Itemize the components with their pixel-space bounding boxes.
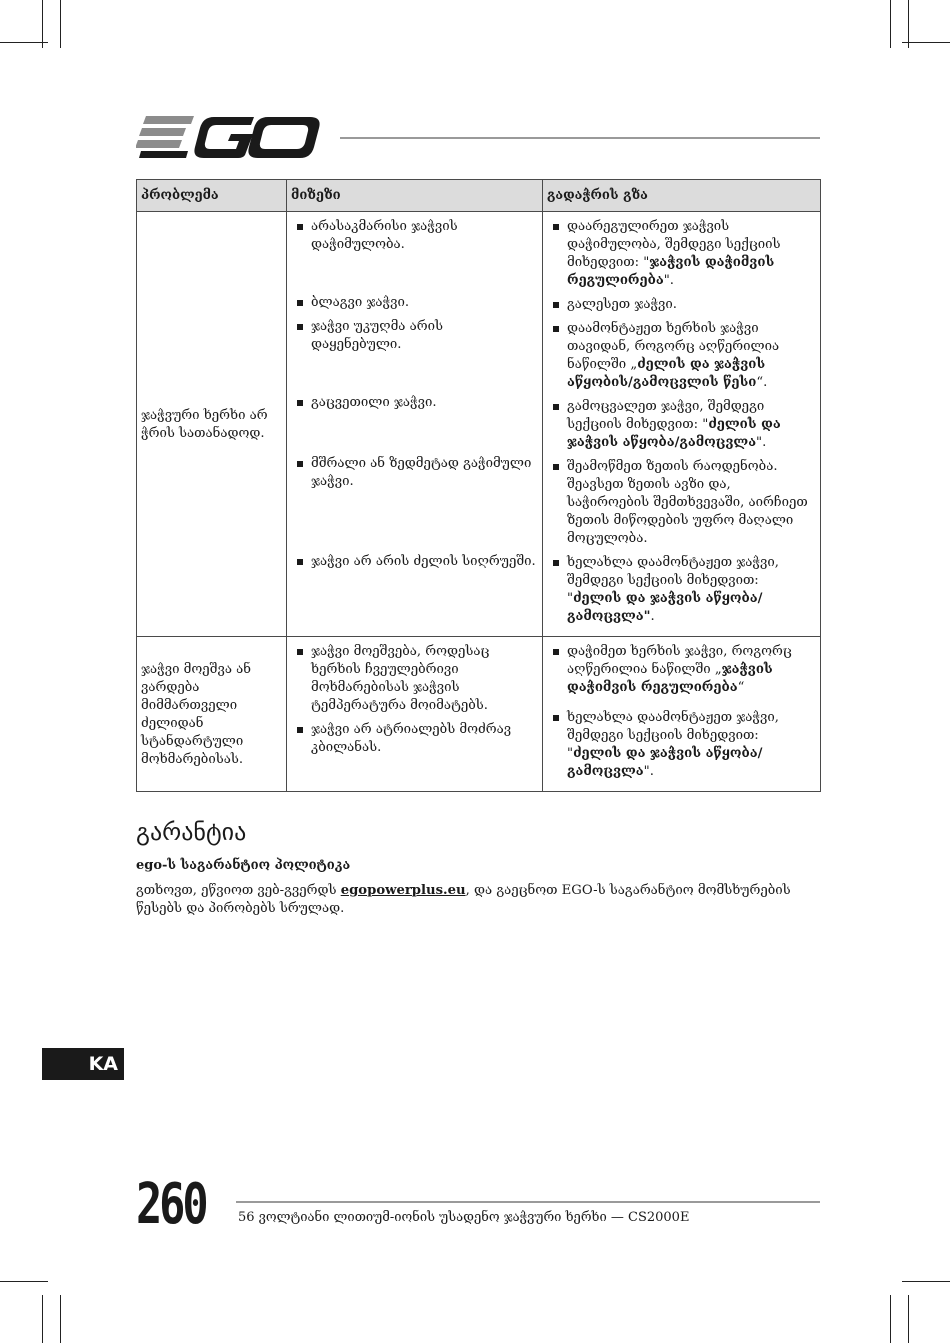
crop-mark [902, 42, 950, 43]
column-header-solution: გადაჭრის გზა [543, 180, 821, 212]
crop-mark [42, 0, 43, 48]
crop-mark [0, 1281, 48, 1282]
cause-cell [287, 637, 543, 792]
problem-cell: ჯაჭვი მოეშვა ან ვარდება მიმმართველი ძელიდან სტანდარტული მოხმარებისას. [137, 637, 287, 792]
ego-logo [136, 115, 322, 159]
subsection-title: ego-ს საგარანტიო პოლიტიკა [136, 858, 351, 873]
solution-item: გალესეთ ჯაჭვი. [549, 296, 814, 314]
footer-rule [236, 1201, 820, 1203]
cause-item: ბლაგვი ჯაჭვი. [293, 294, 536, 312]
cause-item: გაცვეთილი ჯაჭვი. [293, 394, 536, 449]
cause-item: არასაკმარისი ჯაჭვის დაჭიმულობა. [293, 218, 536, 288]
solution-item: დაარეგულირეთ ჯაჭვის დაჭიმულობა, შემდეგი სექციის მიხედვით: "ჯაჭვის დაჭიმვის რეგულირება". [549, 218, 814, 290]
troubleshooting-table [136, 179, 821, 792]
column-header-cause: მიზეზი [287, 180, 543, 212]
crop-mark [890, 0, 891, 48]
crop-mark [42, 1295, 43, 1343]
footer-text: 56 ვოლტიანი ლითიუმ-იონის უსადენო ჯაჭვური ხერხი — CS2000E [238, 1210, 690, 1225]
cause-cell [287, 212, 543, 637]
solution-cell [543, 637, 821, 792]
cause-item: ჯაჭვი მოეშვება, როდესაც ხერხის ჩვეულებრივი მოხმარებისას ჯაჭვის ტემპერატურა მოიმატებს. [293, 643, 536, 715]
solution-item: ხელახლა დაამონტაჟეთ ჯაჭვი, შემდეგი სექციის მიხედვით: "ძელის და ჯაჭვის აწყობა/ გამოცვლა". [549, 709, 814, 781]
solution-cell [543, 212, 821, 637]
website-link[interactable]: egopowerplus.eu [340, 883, 466, 898]
solution-item: დაამონტაჟეთ ხერხის ჯაჭვი თავიდან, როგორც აღწერილია ნაწილში „ძელის და ჯაჭვის აწყობის/გამოცვლის წესი“. [549, 320, 814, 392]
solution-item: გამოცვალეთ ჯაჭვი, შემდეგი სექციის მიხედვით: "ძელის და ჯაჭვის აწყობა/გამოცვლა". [549, 398, 814, 452]
solution-item: შეამოწმეთ ზეთის რაოდენობა. შეავსეთ ზეთის ავზი და, საჭიროების შემთხვევაში, აირჩიეთ ზეთის მიწოდების უფრო მაღალი მოცულობა. [549, 458, 814, 548]
crop-mark [0, 42, 48, 43]
page-number: 260 [136, 1172, 206, 1237]
crop-mark [908, 0, 909, 48]
column-header-problem: პრობლემა [137, 180, 287, 212]
solution-item: დაჭიმეთ ხერხის ჯაჭვი, როგორც აღწერილია ნაწილში „ჯაჭვის დაჭიმვის რეგულირება“ [549, 643, 814, 697]
problem-cell: ჯაჭვური ხერხი არ ჭრის სათანადოდ. [137, 212, 287, 637]
crop-mark [60, 0, 61, 48]
crop-mark [60, 1295, 61, 1343]
cause-item: ჯაჭვი უკუღმა არის დაყენებული. [293, 318, 536, 388]
cause-item: ჯაჭვი არ ატრიალებს მოძრავ კბილანას. [293, 721, 536, 757]
table-header-row [137, 180, 821, 212]
cause-item: ჯაჭვი არ არის ძელის სიღრუეში. [293, 553, 536, 571]
language-tab: KA [42, 1048, 124, 1080]
policy-paragraph: გთხოვთ, ეწვიოთ ვებ-გვერდს egopowerplus.eu, და გაეცნოთ EGO-ს საგარანტიო მომსხურების წესებს და პირობებს სრულად. [136, 883, 791, 916]
table-row [137, 637, 821, 792]
crop-mark [908, 1295, 909, 1343]
table-row [137, 212, 821, 637]
crop-mark [902, 1281, 950, 1282]
solution-item: ხელახლა დაამონტაჟეთ ჯაჭვი, შემდეგი სექციის მიხედვით: "ძელის და ჯაჭვის აწყობა/ გამოცვლა". [549, 554, 814, 626]
cause-item: მშრალი ან ზედმეტად გაჭიმული ჯაჭვი. [293, 455, 536, 547]
crop-mark [890, 1295, 891, 1343]
header-rule [340, 137, 820, 139]
section-title: გარანტია [136, 818, 247, 846]
